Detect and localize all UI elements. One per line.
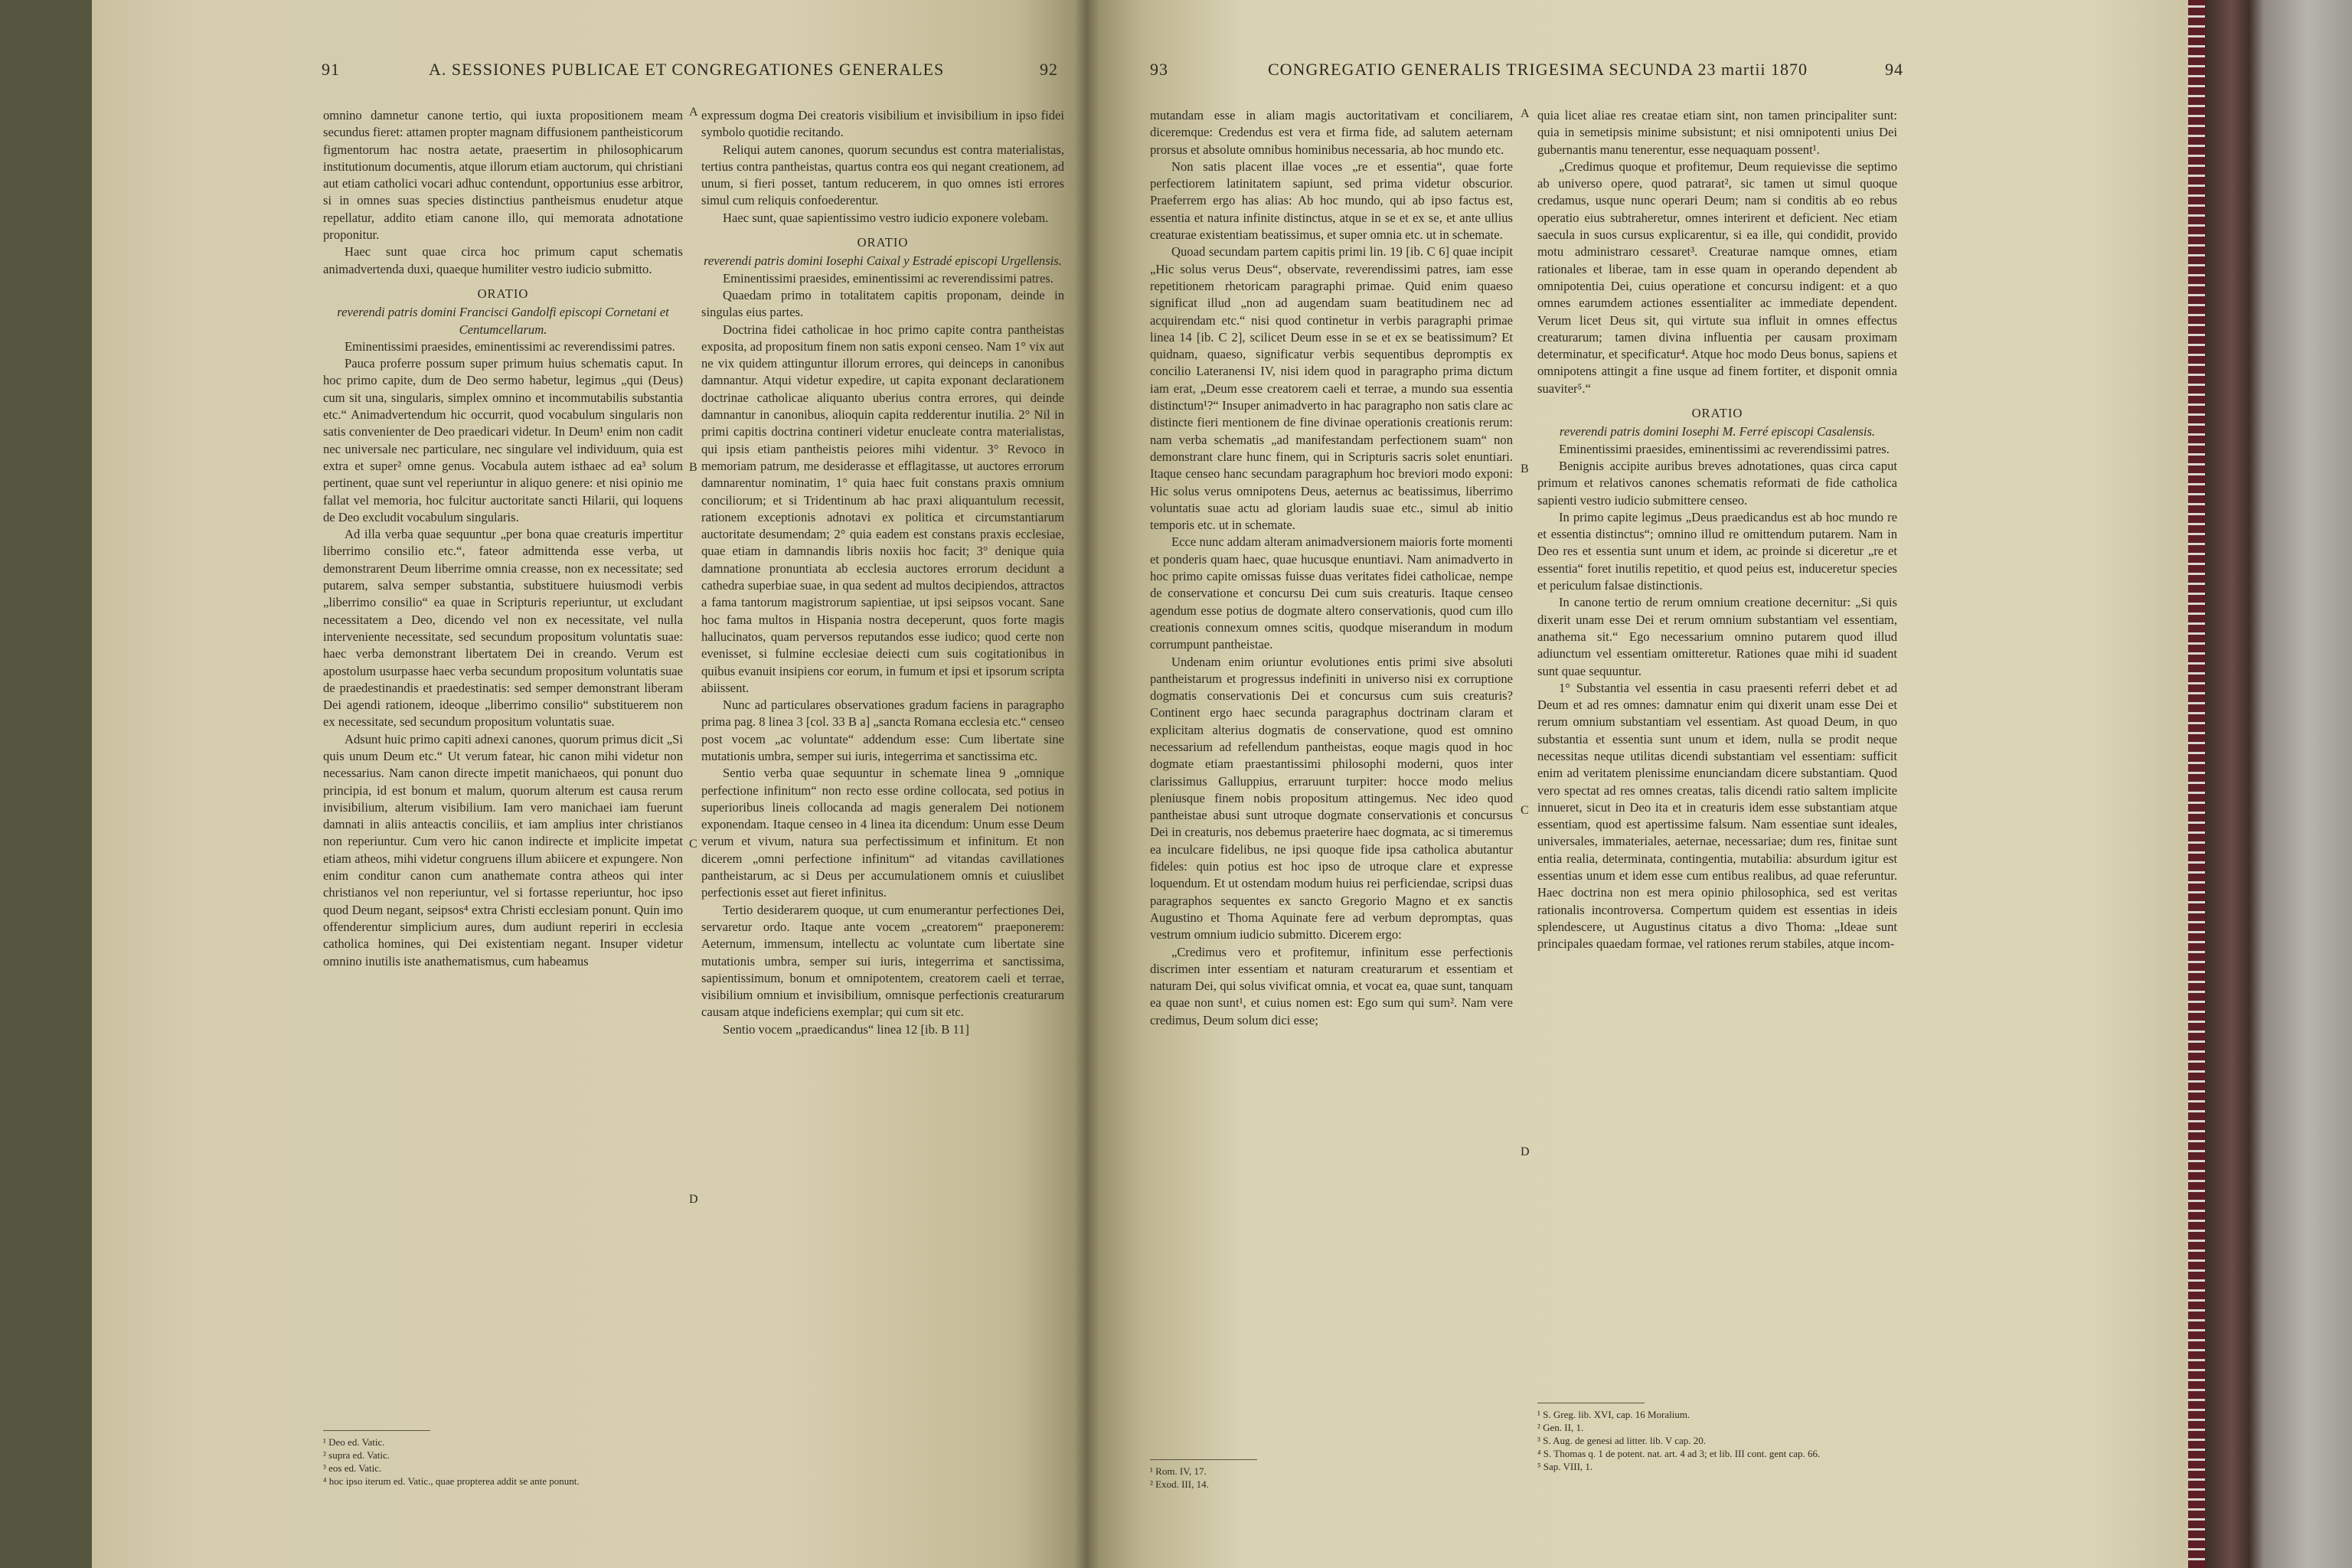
oratio-heading: ORATIO (477, 286, 529, 301)
paragraph: Haec sunt, quae sapientissimo vestro iudicio exponere volebam. (723, 210, 1049, 225)
paragraph: „Credimus quoque et profitemur, Deum requievisse die septimo ab universo opere, quod patrarat², sic tamen ut simul quoque credamus, usque nunc operari Deum; nam si conditis ab eo rebus operatio eius subtraheretur, omnes interirent et deficient. Nec etiam saecula in suos cursus explicarentur, si ea ille, qui condidit, provido motu administraro cessaret³. Creaturae namque omnes, etiam rationales et liberae, tam in esse quam in operando dependent ab omnipotentia Dei, cuius operatione et concursu indigent: et a quo omnes earumdem actiones essentialiter ac immediate dependent. Verum licet Deus sit, qui virtute sua influit in omnes effectus creaturarum; tamen divina influentia per causam proximam determinatur, et specificatur⁴. Atque hoc modo Deus bonus, sapiens et omnipotens attingit a fine usque ad finem fortiter, et disponit omnia suaviter⁵.“ (1537, 158, 1897, 396)
paragraph: Sentio vocem „praedicandus“ linea 12 [ib. B 11] (723, 1021, 969, 1037)
oratio-speaker: reverendi patris domini Iosephi Caixal y Estradé episcopi Urgellensis. (704, 253, 1062, 269)
right-running-title: CONGREGATIO GENERALIS TRIGESIMA SECUNDA 23 martii 1870 (1268, 60, 1808, 79)
left-footnotes (323, 1430, 683, 1488)
left-column-1 (323, 107, 683, 970)
oratio-heading: ORATIO (1691, 406, 1743, 421)
paragraph: Eminentissimi praesides, eminentissimi ac reverendissimi patres. (723, 270, 1054, 286)
paragraph: Pauca proferre possum super primum huius schematis caput. In hoc primo capite, dum de Deo sermo habetur, legimus „qui (Deus) cum sit una, singularis, simplex omnino et incommutabilis substantia etc.“ Animadvertendum hic occurrit, quod vocabulum singularis non satis convenienter de Deo praedicari videtur. In Deum¹ enim non cadit nec universale nec particulare, nec singulare vel individuum, quia est extra et super² omne genus. Vocabula autem isthaec ad ea³ solum pertinent, quae sunt vel reperiuntur in aliquo genere: et nisi opinio me fallat vel memoria, hoc fulcitur auctoritate sancti Hilarii, qui loquens de Deo excludit vocabulum singularis. (323, 356, 683, 524)
paragraph: Tertio desiderarem quoque, ut cum enumerantur perfectiones Dei, servaretur ordo. Itaque ante vocem „creatorem“ praeponerem: Aeternum, immensum, intellectu ac voluntate cum libertate sine mutationis umbra, semper sui iuris, integerrima et sanctissima, sapientissimum, bonum et omnipotentem, creatorem caeli et terrae, visibilium omnium et invisibilium, omnisque perfectionis creaturarum causam atque indeficiens exemplar; qui cum sit etc. (701, 902, 1064, 1020)
right-page-number-left: 93 (1150, 60, 1168, 79)
left-running-title: A. SESSIONES PUBLICAE ET CONGREGATIONES GENERALES (429, 60, 945, 79)
paragraph: Undenam enim oriuntur evolutiones entis primi sive absoluti pantheistarum et progressus indefiniti in universo nisi ex corruptione dogmatis conservationis Dei et concursus cum suis creaturis? Continent ergo haec secunda paragraphus doctrinam claram et explicitam alterius dogmatis de conservatione, quod est omnino necessarium ad refellendum pantheistas, eoque magis quod in hoc dogmate etiam praestantissimi philosophi moderni, quos inter clarissimus Galluppius, erraruunt turpiter: hocce modo melius pleniusque finem nobis propositum attingemus. Nec ideo quod pantheistae abusi sunt utroque dogmate conservationis et concursus Dei in creaturis, nos debemus praeterire haec dogmata, ac si timeremus ea inculcare fidelibus, ne ipsi quoque fide ipsa catholica abutantur fideles: quin potius est hoc ipso de utroque clare et expresse loquendum. Et ut ostendam modum huius rei perficiendae, scripsi duas paragraphos sequentes ex sancto Gregorio Magno et ex sanctis Augustino et Thoma Aquinate fere ad verbum depromptas, quas vestrum omnium iudicio submitto. Dicerem ergo: (1150, 654, 1513, 942)
paragraph: mutandam esse in aliam magis auctoritativam et conciliarem, diceremque: Credendus est vera et firma fide, ad salutem aeternam prorsus et absolute omnibus hominibus necessaria, ab hoc mundo etc. (1150, 108, 1513, 157)
paragraph: „Credimus vero et profitemur, infinitum esse perfectionis discrimen inter essentiam et naturam creaturarum et essentiam et naturam Dei, qui solus vivificat omnia, et vocat ea, quae sunt, tanquam ea quae non sunt¹, et cuius nomen est: Ego sum qui sum². Nam vere credimus, Deum solum dici esse; (1150, 944, 1513, 1027)
footnote: ¹ Rom. IV, 17. (1150, 1465, 1207, 1477)
paragraph: Eminentissimi praesides, eminentissimi ac reverendissimi patres. (345, 338, 675, 354)
footnote: ⁴ S. Thomas q. 1 de potent. nat. art. 4 ad 3; et lib. III cont. gent cap. 66. (1537, 1448, 1821, 1459)
right-column-2 (1537, 107, 1897, 953)
footnote: ² Gen. II, 1. (1537, 1422, 1584, 1433)
background-left (0, 0, 92, 1568)
paragraph: Ecce nunc addam alteram animadversionem maioris forte momenti et ponderis quam haec, quae hucusque enuntiavi. Nam animadverto in hoc primo capite omissas fuisse duas veritates fidei catholicae, nempe de conservatione et concursu Dei cum suis creaturis. Itaque censeo agendum esse potius de dogmate altero conservationis, quod cum illo creationis connexum omnes scitis, quodque miserandum in modum corrumpunt pantheistae. (1150, 534, 1513, 652)
footnote: ¹ S. Greg. lib. XVI, cap. 16 Moralium. (1537, 1409, 1690, 1420)
footnote: ³ eos ed. Vatic. (323, 1462, 382, 1474)
paragraph: In primo capite legimus „Deus praedicandus est ab hoc mundo re et essentia distinctus“; omnino illud re omittendum putarem. Nam in Deo res et essentia sunt unum et idem, ac proinde si diceretur „re et essentia“ foret inutilis repetitio, et quod peius est, induceretur species et periculum falsae distinctionis. (1537, 509, 1897, 593)
paragraph: quia licet aliae res creatae etiam sint, non tamen principaliter sunt: quia in semetipsis minime subsistunt; et nisi omnipotenti unius Dei gubernantis manu tenerentur, esse nequaquam possent¹. (1537, 108, 1897, 157)
right-footnotes-2 (1537, 1403, 1897, 1473)
footnote: ³ S. Aug. de genesi ad litter. lib. V cap. 20. (1537, 1435, 1707, 1446)
right-column-1 (1150, 107, 1513, 1029)
paragraph: Non satis placent illae voces „re et essentia“, quae forte perfectiorem latinitatem sapiunt, sed prima videtur obscurior. Praeferrem ergo has alias: Ab hoc mundo, qui ab ipso factus est, essentia et natura infinite distinctus, atque in se et ex se, et ante ullius creaturae existentiam beatissimus, et super omnia etc. ut in schemate. (1150, 158, 1513, 243)
oratio-speaker: reverendi patris domini Iosephi M. Ferré episcopi Casalensis. (1559, 424, 1876, 439)
paragraph: Ad illa verba quae sequuntur „per bona quae creaturis impertitur liberrimo consilio etc.“, fateor admittenda esse verba, ut demonstrarent Deum liberrime omnia creasse, non ex necessitate; sed putarem, salva semper substantia, substituere huiusmodi verbis „liberrimo consilio“ ea quae in Scripturis reperiuntur, ut excludant necessitatem a Deo, dicendo vel non ex necessitate, vel nulla interveniente necessitate, sed secundum propositum voluntatis suae: haec verba demonstrant libertatem Dei in creando. Verum est apostolum usurpasse haec verba secundum propositum voluntatis suae de praedestinandis et praedestinatis: sed semper demonstrant liberam Dei agendi rationem, ideoque „liberrimo consilio“ substituerem non ex necessitate, sed secundum propositum voluntatis suae. (323, 527, 683, 730)
paragraph: Quoad secundam partem capitis primi lin. 19 [ib. C 6] quae incipit „Hic solus verus Deus“, observate, reverendissimi patres, iam esse repetitionem rhetoricam paragraphi primae. Quid enim quaeso significat illud „non ad augendam suam beatitudinem nec ad acquirendam etc.“ nisi quod continetur in verbis paragraphi primae linea 14 [ib. C 2], scilicet Deum esse in se et ex se beatissimum? Et quidnam, quaeso, significatur verbis sequentibus depromptis ex concilio Lateranensi IV, nisi idem quod in paragrapho prima dictum iam erat, „Deum esse creatorem caeli et terrae, a mundo sua essentia distinctum¹?“ Insuper animadverto in hac paragrapho non satis clare ac distincte fieri mentionem de fine divinae operationis creationis rerum: nam verba schematis „ad manifestandam perfectionem suam“ non demonstrant clare hunc finem, qui in Scripturis sacris solet enuntiari. Itaque censeo hanc secundam paragraphum hoc breviori modo exponi: Hic solus verus omnipotens Deus, aeternus ac beatissimus, liberrimo voluntatis suae actu ad gloriam laudis suae etc., simul ab initio temporis etc. ut in schemate. (1150, 244, 1513, 533)
paragraph: Nunc ad particulares observationes gradum faciens in paragrapho prima pag. 8 linea 3 [col. 33 B a] „sancta Romana ecclesia etc.“ censeo post vocem „ac voluntate“ addendum esse: Cum libertate sine mutationis umbra, semper sui iuris, integerrima et sanctissima etc. (701, 697, 1064, 763)
oratio-heading: ORATIO (857, 235, 909, 250)
paragraph: omnino damnetur canone tertio, qui iuxta propositionem meam secundus fieret: attamen propter magnam diffusionem pantheisticorum figmentorum hac nostra aetate, praesertim in philosophicarum institutionum documentis, atque illorum etiam auctorum, qui christiani aut etiam catholici vocari adhuc contendunt, opportunius esse arbitror, si in omnes suas species distinctius pantheismus enudetur atque repellatur, addito etiam canone illo, qui memorata adnotatione proponitur. (323, 108, 683, 243)
footnote: ⁴ hoc ipso iterum ed. Vatic., quae propterea addit se ante ponunt. (323, 1475, 580, 1487)
paragraph: Quaedam primo in totalitatem capitis proponam, deinde in singulas eius partes. (701, 287, 1064, 320)
footnote: ⁵ Sap. VIII, 1. (1537, 1461, 1593, 1472)
margin-marker: A (1521, 107, 1530, 120)
oratio-speaker: reverendi patris domini Francisci Gandolfi episcopi Cornetani et Centumcellarum. (337, 305, 669, 337)
paragraph: Eminentissimi praesides, eminentissimi ac reverendissimi patres. (1559, 441, 1890, 456)
margin-marker: B (689, 461, 697, 474)
paragraph: expressum dogma Dei creatoris visibilium et invisibilium in ipso fidei symbolo quotidie recitando. (701, 108, 1064, 140)
right-footnotes-1 (1150, 1459, 1513, 1491)
left-page-number: 91 (322, 60, 340, 79)
paragraph: Doctrina fidei catholicae in hoc primo capite contra pantheistas exposita, ad propositum finem non satis exponi censeo. Nam 1° vix aut ne vix quidem attinguntur illorum errores, qui deinceps in canonibus damnantur. Atqui videtur expedire, ut capita exponant declarationem doctrinae catholicae aliquanto uberius contra errores, qui deinde damnantur in canonibus, alioquin capita redderentur inutilia. 2° Nil in primi capitis doctrina contineri videtur enucleate contra materialistas, qui ipsis etiam pantheistis peiores mihi videntur. 3° Revoco in memoriam patrum, me desiderasse et efflagitasse, ut auctores errorum damnarentur nominatim, 1° quia haec fuit constans praxis omnium conciliorum; et si Tridentinum ab hac praxi aliquantulum recessit, rationem exceptionis adnotavi ex politica et circumstantiarum auctoritate desumendam; 2° quia eadem est constans praxis ecclesiae, quae etiam in damnandis libris noxiis hoc facit; 3° denique quia damnatione pronuntiata ab ecclesia auctores errorum decidunt a cathedra superbiae suae, in qua sedent ad multos decipiendos, attractos a fama tantorum magistrorum sapientiae, ut ipsi seipsos vocant. Sane hoc fama multos in Hispania nostra deceperunt, quos forte magis hallucinatos, quam perversos reputandos esse iudico; quod certe non evenisset, si fulmine ecclesiae deiecti cum suis cogitationibus in quibus evanuit insipiens cor eorum, in fumum et ipsi et ipsorum scripta abiissent. (701, 322, 1064, 695)
margin-marker: A (689, 106, 698, 119)
paragraph: In canone tertio de rerum omnium creatione decernitur: „Si quis dixerit unam esse Dei et rerum omnium substantiam vel essentiam, anathema sit.“ Ego necessarium omnino putarem quod illud adiunctum vel essentiam omitteretur. Rationes quae mihi id suadent sunt quae sequuntur. (1537, 595, 1897, 678)
paragraph: Sentio verba quae sequuntur in schemate linea 9 „omnique perfectione infinitum“ non recto esse ordine collocata, sed potius in superioribus lineis collocanda ad magis generalem Dei notionem exponendam. Itaque censeo in 4 linea ita dicendum: Unum esse Deum verum et vivum, natura sua perfectissimum et infinitum. Et non dicerem „omni perfectione infinitum“ ad vitandas cavillationes pantheistarum, ac si Deus per accumulationem omnis et cuiuslibet perfectionis esset aut fieret infinitus. (701, 766, 1064, 900)
footnote: ² Exod. III, 14. (1150, 1478, 1209, 1490)
left-column-2 (701, 107, 1064, 1038)
margin-marker: D (1521, 1145, 1530, 1158)
margin-marker: C (689, 838, 697, 851)
background-right (2205, 0, 2352, 1568)
paragraph: Haec sunt quae circa hoc primum caput schematis animadvertenda duxi, quaeque humiliter vestro iudicio submitto. (323, 244, 683, 276)
paragraph: 1° Substantia vel essentia in casu praesenti referri debet et ad Deum et ad res omnes: damnatur enim qui dixerit unam esse Dei et rerum omnium substantiam vel essentiam. Ast quoad Deum, in quo substantia et essentia sunt unum et idem, nulla se prodit neque necessitas neque utilitas dicendi substantiam vel essentiam: sufficit enim ad veritatem plenissime enunciandam dicere substantiam. Quod vero spectat ad res omnes creatas, talis dicendi ratio saltem implicite innueret, sicut in Deo ita et in creaturis idem esse substantiam atque essentiam, quod est apertissime falsum. Nam essentiae sunt ideales, universales, immateriales, aeternae, necessariae; dum res, finitae sunt entia realia, determinata, contingentia, mutabilia: absurdum igitur est essentias unum et idem esse cum entibus realibus, ad quae referuntur. Haec doctrina non est mera opinio philosophica, sed est veritas rationalis incontroversa. Compertum quidem est essentias in ideis splendescere, ut Augustinus citatus a divo Thoma: „Ideae sunt principales quaedam formae, vel rationes rerum stabiles, atque incom- (1537, 680, 1897, 952)
paragraph: Adsunt huic primo capiti adnexi canones, quorum primus dicit „Si quis unum Deum etc.“ Ut verum fatear, hic canon mihi videtur non necessarius. Nam canon directe impetit manichaeos, qui ponunt duo principia, id est bonum et malum, quorum alterum est causa rerum invisibilium, alterum visibilium. Iam vero manichaei iam fuerunt damnati in aliis anteactis conciliis, et iam amplius inter christianos non reperiuntur. Cum vero hic canon indirecte et implicite impetat etiam atheos, mihi videtur congruens illum abiicere et expungere. Non enim conditur canon cum anathemate contra atheos qui inter christianos vel non reperiuntur, vel si fortasse reperiuntur, hoc ipso quod Deum negant, seipsos⁴ extra Christi ecclesiam ponunt. Quin imo offenderentur simplicium aures, dum audiunt reperiri in ecclesia catholica homines, qui Dei existentiam negant. Insuper videtur omnino inutilis iste anathematismus, cum habeamus (323, 731, 683, 969)
footnote: ¹ Deo ed. Vatic. (323, 1436, 385, 1448)
margin-marker: C (1521, 804, 1529, 817)
paragraph: Benignis accipite auribus breves adnotationes, quas circa caput primum et relativos canones schematis reformati de fide catholica sapienti vestro iudicio submittere censeo. (1537, 458, 1897, 508)
paragraph: Reliqui autem canones, quorum secundus est contra materialistas, tertius contra pantheistas, quartus contra eos qui negant creationem, ad unum, si fieri posset, tantum reducerem, in quo omnes isti errores simul cum reliquis confoederentur. (701, 142, 1064, 208)
book-gutter (1075, 0, 1098, 1568)
left-page-number-right: 92 (1040, 60, 1058, 79)
footnote: ² supra ed. Vatic. (323, 1449, 390, 1461)
margin-marker: D (689, 1193, 698, 1206)
right-page-number: 94 (1885, 60, 1903, 79)
margin-marker: B (1521, 462, 1529, 475)
